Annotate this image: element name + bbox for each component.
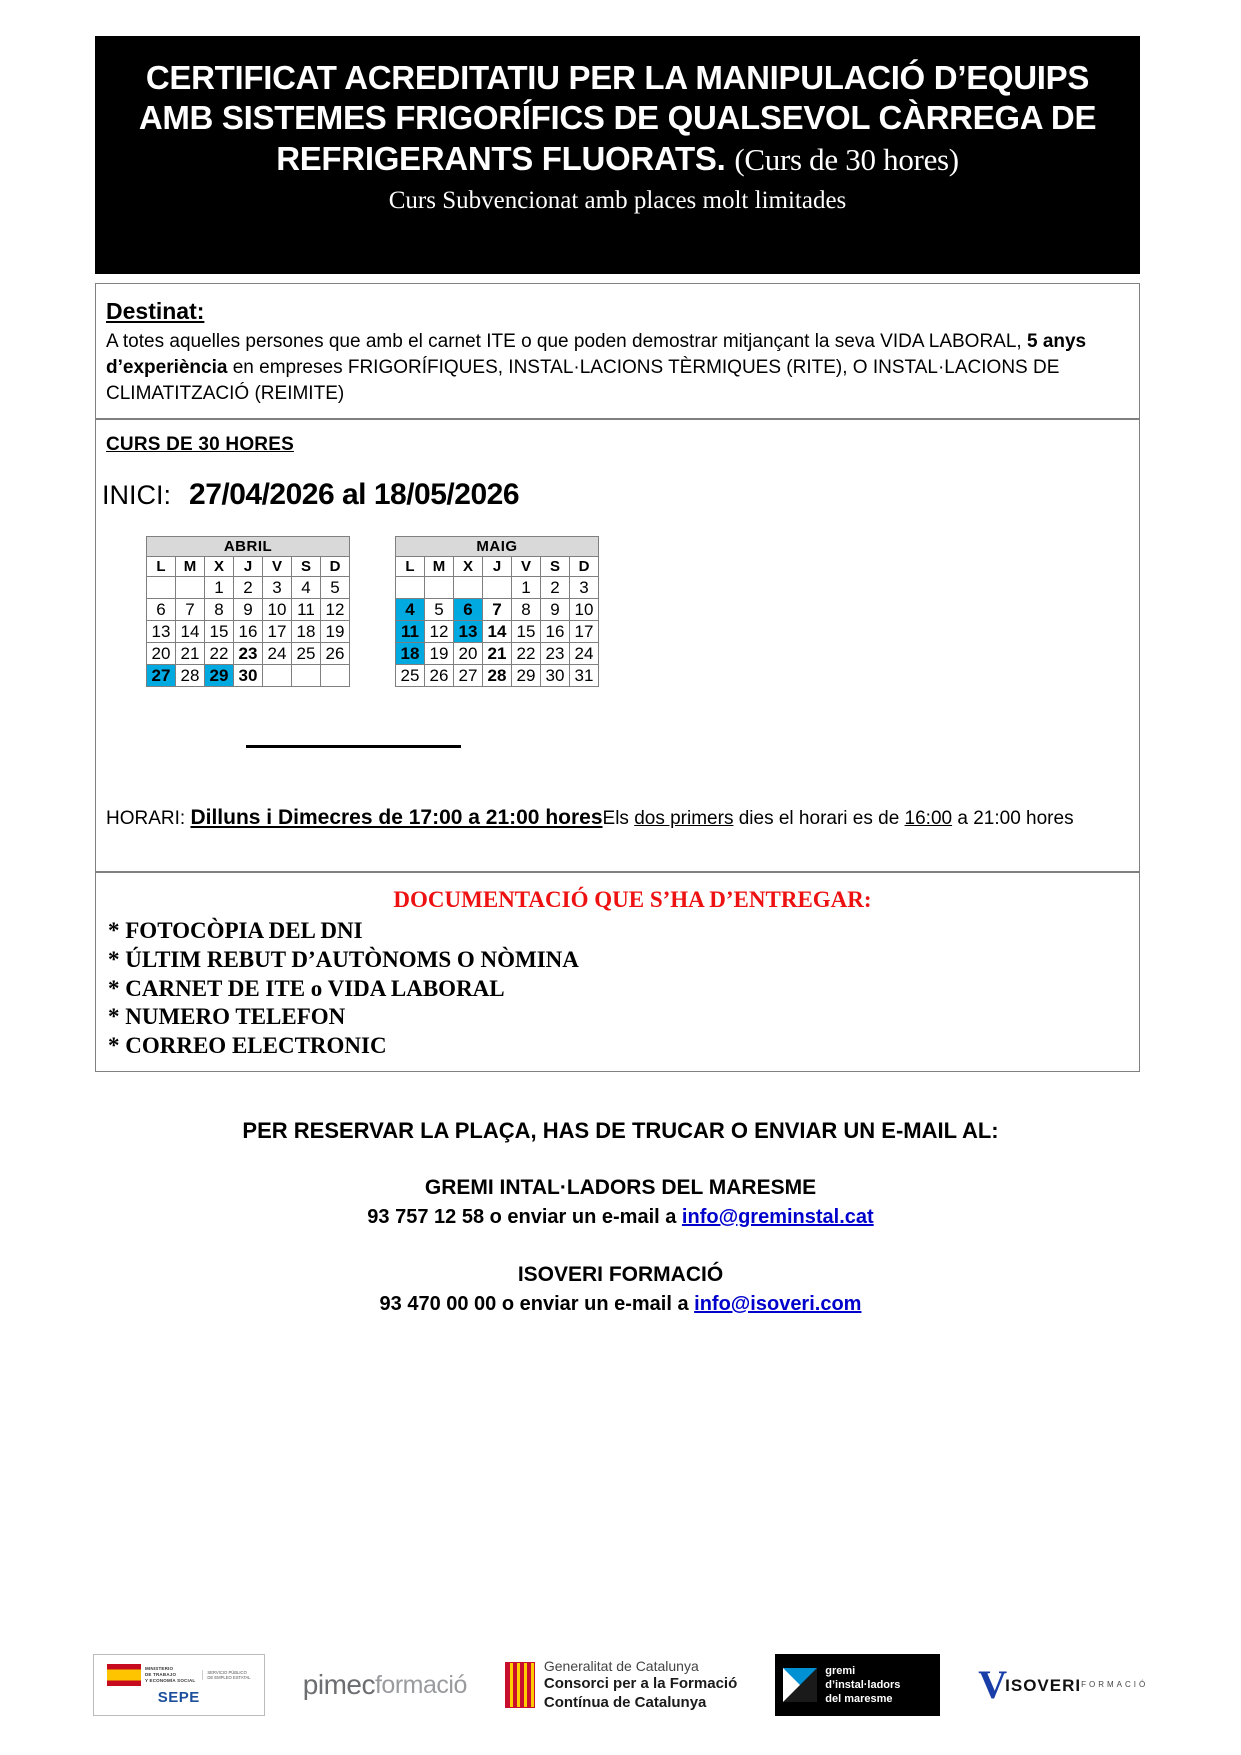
calendar-day-cell: 28 (483, 665, 512, 687)
calendar-day-cell: 24 (570, 643, 599, 665)
horari-label: HORARI: (106, 808, 186, 829)
calendar-day-cell: 1 (512, 577, 541, 599)
documentacio-title: DOCUMENTACIÓ QUE S’HA D’ENTREGAR: (393, 887, 872, 912)
calendar-maig-dow-row (396, 557, 599, 577)
dow-M: M (425, 557, 454, 577)
calendar-day-cell: 11 (292, 599, 321, 621)
calendar-day-cell: 30 (541, 665, 570, 687)
generalitat-logo (505, 1658, 737, 1712)
dow-D: D (321, 557, 350, 577)
calendar-abril (146, 536, 350, 687)
sepe-top-row (107, 1664, 251, 1686)
calendar-abril-title: ABRIL (147, 537, 350, 557)
contact-org2-name: ISOVERI FORMACIÓ (517, 1263, 724, 1286)
destinat-text-bold: 5 anys d’experiència (106, 331, 1087, 379)
calendar-day-cell: 17 (570, 621, 599, 643)
contact-org2-phone: 93 470 00 00 o enviar un e-mail a (379, 1293, 695, 1315)
calendar-day-cell: 10 (570, 599, 599, 621)
destinat-section (95, 283, 1140, 419)
gremi-mark-icon (783, 1668, 817, 1702)
banner-title-parenthetical: (Curs de 30 hores) (734, 141, 959, 177)
calendar-week-row (396, 621, 599, 643)
gencat-line3: Contínua de Catalunya (543, 1693, 707, 1711)
calendar-day-cell: 5 (425, 599, 454, 621)
banner-title-line3: REFRIGERANTS FLUORATS. (276, 139, 726, 177)
calendar-day-cell: 22 (205, 643, 234, 665)
calendar-day-cell: 23 (234, 643, 263, 665)
gencat-line2: Consorci per a la Formació (543, 1675, 738, 1693)
destinat-heading: Destinat: (106, 298, 205, 324)
list-item: * CORREO ELECTRONIC (108, 1033, 387, 1058)
calendar-day-cell: 26 (425, 665, 454, 687)
horari-rest-underline2: 16:00 (904, 808, 953, 829)
dow-L: L (396, 557, 425, 577)
horari-line (106, 803, 1126, 833)
calendar-day-cell: 12 (425, 621, 454, 643)
calendar-day-cell: 31 (570, 665, 599, 687)
calendar-day-cell: 10 (263, 599, 292, 621)
calendar-day-cell: 19 (425, 643, 454, 665)
calendar-day-cell: 27 (147, 665, 176, 687)
curs-heading: CURS DE 30 HORES (106, 434, 294, 455)
contact-org1-name: GREMI INTAL·LADORS DEL MARESME (424, 1176, 817, 1199)
destinat-text-part1: A totes aquelles persones que amb el carnet ITE o que poden demostrar mitjançant la seva VIDA LABORAL, (106, 331, 1027, 352)
calendar-day-cell: 3 (263, 577, 292, 599)
calendar-day-cell: 14 (176, 621, 205, 643)
sepe-right1: SERVICIO PÚBLICO (207, 1669, 247, 1675)
calendar-day-cell: 18 (396, 643, 425, 665)
calendar-empty-cell (483, 577, 512, 599)
calendar-day-cell: 13 (147, 621, 176, 643)
calendar-day-cell: 7 (176, 599, 205, 621)
isoveri-v-icon: V (978, 1662, 1006, 1707)
isoveri-logo (978, 1662, 1149, 1707)
calendar-day-cell: 16 (541, 621, 570, 643)
dow-X: X (205, 557, 234, 577)
calendar-day-cell: 8 (512, 599, 541, 621)
pimec-formacio-text: formació (374, 1670, 467, 1699)
inici-label: INICI: (102, 480, 172, 510)
curs-section (95, 419, 1140, 872)
calendar-week-row (147, 577, 350, 599)
dow-X: X (454, 557, 483, 577)
calendar-day-cell: 27 (454, 665, 483, 687)
list-item: * FOTOCÒPIA DEL DNI (108, 918, 363, 943)
horari-rest3: a 21:00 hores (952, 808, 1074, 829)
calendar-day-cell: 21 (483, 643, 512, 665)
calendar-day-cell: 2 (541, 577, 570, 599)
list-item: * ÚLTIM REBUT D’AUTÒNOMS O NÒMINA (108, 946, 579, 972)
calendar-day-cell: 2 (234, 577, 263, 599)
contact-org1-phone: 93 757 12 58 o enviar un e-mail a (367, 1206, 682, 1228)
dow-V: V (512, 557, 541, 577)
calendar-day-cell: 16 (234, 621, 263, 643)
calendar-empty-cell (176, 577, 205, 599)
gremi-instaladors-logo (775, 1654, 940, 1716)
sepe-wordmark: SEPE (157, 1689, 200, 1706)
header-banner (95, 36, 1140, 274)
calendar-day-cell: 20 (147, 643, 176, 665)
calendar-day-cell: 4 (396, 599, 425, 621)
dow-J: J (483, 557, 512, 577)
contact-org1-email-link[interactable]: info@greminstal.cat (681, 1206, 874, 1228)
calendar-day-cell: 12 (321, 599, 350, 621)
documentacio-section (95, 872, 1140, 1072)
inici-value: 27/04/2026 al 18/05/2026 (189, 478, 519, 511)
calendar-week-row (147, 665, 350, 687)
destinat-text-part2: en empreses FRIGORÍFIQUES, INSTAL·LACIONS TÈRMIQUES (RITE), O INSTAL·LACIONS DE CLIMATITZACIÓ (REIMITE) (106, 357, 1060, 405)
calendar-day-cell: 8 (205, 599, 234, 621)
calendar-day-cell: 22 (512, 643, 541, 665)
banner-subtitle: Curs Subvencionat amb places molt limitades (388, 186, 847, 214)
destinat-body (106, 329, 1125, 408)
calendar-day-cell: 23 (541, 643, 570, 665)
calendar-abril-dow-row (147, 557, 350, 577)
calendar-day-cell: 18 (292, 621, 321, 643)
calendars-wrapper (146, 536, 1139, 687)
calendar-maig (395, 536, 599, 687)
pimec-wordmark: pimec (302, 1669, 375, 1700)
banner-title-line2: AMB SISTEMES FRIGORÍFICS DE QUALSEVOL CÀRREGA DE (138, 99, 1097, 137)
calendar-week-row (147, 621, 350, 643)
banner-title (119, 58, 1116, 179)
contact-org1-line (0, 1206, 1241, 1229)
calendar-maig-body (396, 577, 599, 687)
calendar-day-cell: 4 (292, 577, 321, 599)
calendar-day-cell: 19 (321, 621, 350, 643)
calendar-empty-cell (321, 665, 350, 687)
calendar-week-row (396, 665, 599, 687)
calendar-day-cell: 17 (263, 621, 292, 643)
sepe-right-text (202, 1670, 250, 1681)
list-item: * NUMERO TELEFON (108, 1004, 346, 1030)
calendar-day-cell: 5 (321, 577, 350, 599)
gremi-text (825, 1664, 900, 1707)
banner-title-line1: CERTIFICAT ACREDITATIU PER LA MANIPULACIÓ D’EQUIPS (145, 59, 1090, 96)
isoveri-subtext: FORMACIÓ (1081, 1680, 1149, 1689)
calendar-day-cell: 25 (292, 643, 321, 665)
list-item: * CARNET DE ITE o VIDA LABORAL (108, 975, 505, 1001)
calendar-week-row (396, 599, 599, 621)
calendar-week-row (147, 599, 350, 621)
calendar-day-cell: 6 (147, 599, 176, 621)
calendar-week-row (396, 643, 599, 665)
calendar-maig-title: MAIG (396, 537, 599, 557)
contact-org2-line (0, 1293, 1241, 1316)
horizontal-rule (246, 745, 461, 748)
sepe-line2: DE TRABAJO (144, 1671, 177, 1677)
horari-rest1: Els (602, 808, 635, 829)
catalonia-bars-icon (505, 1662, 535, 1708)
isoveri-wordmark: ISOVERI (1005, 1675, 1082, 1695)
calendar-day-cell: 9 (234, 599, 263, 621)
calendar-day-cell: 1 (205, 577, 234, 599)
calendar-day-cell: 15 (512, 621, 541, 643)
calendar-day-cell: 29 (205, 665, 234, 687)
calendar-empty-cell (396, 577, 425, 599)
dow-D: D (570, 557, 599, 577)
footer-logos (0, 1640, 1241, 1730)
generalitat-text (544, 1658, 737, 1712)
calendar-day-cell: 21 (176, 643, 205, 665)
calendar-week-row (396, 577, 599, 599)
calendar-empty-cell (454, 577, 483, 599)
calendar-empty-cell (263, 665, 292, 687)
calendar-day-cell: 26 (321, 643, 350, 665)
contact-heading: PER RESERVAR LA PLAÇA, HAS DE TRUCAR O ENVIAR UN E-MAIL AL: (242, 1118, 999, 1143)
calendar-day-cell: 28 (176, 665, 205, 687)
calendar-day-cell: 13 (454, 621, 483, 643)
horari-rest-underline1: dos primers (634, 808, 734, 829)
sepe-ministry-text (145, 1666, 195, 1684)
dow-V: V (263, 557, 292, 577)
calendar-day-cell: 11 (396, 621, 425, 643)
calendar-day-cell: 20 (454, 643, 483, 665)
contact-org2-email-link[interactable]: info@isoveri.com (694, 1293, 862, 1315)
calendar-empty-cell (292, 665, 321, 687)
sepe-ministry-logo (93, 1654, 265, 1716)
calendar-day-cell: 15 (205, 621, 234, 643)
dow-J: J (234, 557, 263, 577)
horari-rest2: dies el horari es de (733, 808, 905, 829)
dow-L: L (147, 557, 176, 577)
calendar-day-cell: 14 (483, 621, 512, 643)
horari-main: Dilluns i Dimecres de 17:00 a 21:00 hores (190, 806, 603, 829)
calendar-day-cell: 6 (454, 599, 483, 621)
calendar-empty-cell (147, 577, 176, 599)
calendar-empty-cell (425, 577, 454, 599)
calendar-day-cell: 24 (263, 643, 292, 665)
calendar-week-row (147, 643, 350, 665)
calendar-abril-body (147, 577, 350, 687)
sepe-line3: Y ECONOMÍA SOCIAL (144, 1678, 196, 1684)
documentacio-list (108, 917, 1139, 1061)
sepe-right2: DE EMPLEO ESTATAL (207, 1675, 251, 1680)
sepe-line1: MINISTERIO (144, 1665, 174, 1671)
dow-S: S (292, 557, 321, 577)
dow-M: M (176, 557, 205, 577)
spain-flag-icon (107, 1664, 141, 1686)
dow-S: S (541, 557, 570, 577)
calendar-day-cell: 25 (396, 665, 425, 687)
calendar-day-cell: 3 (570, 577, 599, 599)
calendar-day-cell: 29 (512, 665, 541, 687)
contact-section (0, 1118, 1241, 1350)
calendar-day-cell: 30 (234, 665, 263, 687)
gremi-line1: gremi (825, 1664, 856, 1677)
pimec-logo (303, 1671, 467, 1699)
gremi-line2: d’instal·ladors (825, 1678, 901, 1691)
gencat-line1: Generalitat de Catalunya (543, 1658, 699, 1675)
calendar-day-cell: 9 (541, 599, 570, 621)
calendar-day-cell: 7 (483, 599, 512, 621)
inici-row (102, 478, 1139, 512)
gremi-line3: del maresme (825, 1693, 893, 1706)
